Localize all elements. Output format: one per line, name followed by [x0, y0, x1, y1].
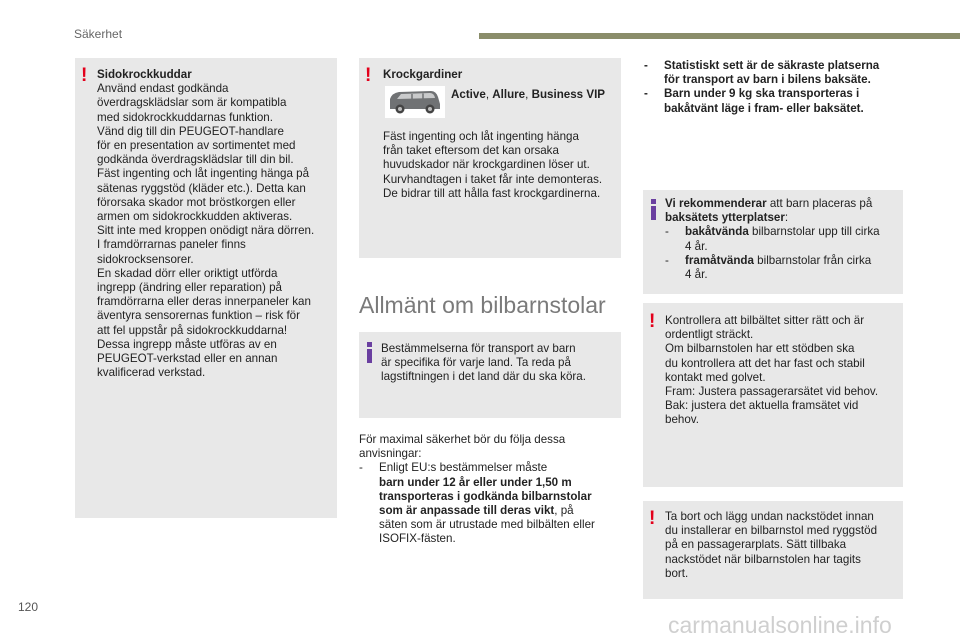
- header-accent-bar: [479, 33, 960, 39]
- recommendation-list-item: - bakåtvända bilbarnstolar upp till cirka 4 år.: [665, 225, 880, 253]
- rule-list-item: - Barn under 9 kg ska transporteras i bakåtvänt läge i fram- eller baksätet.: [644, 87, 864, 115]
- info-icon: [651, 206, 656, 220]
- recommendation-list-item: - framåtvända bilbarnstolar från cirka 4 år.: [665, 253, 872, 282]
- header-title: Säkerhet: [74, 27, 123, 41]
- seatbelt-warning-text: Kontrollera att bilbältet sitter rätt och är ordentligt sträckt. Om bilbarnstolen har ett stödben ska du kontrollera att det har fast och stabil kontakt med golvet. Fram: Justera passagerarsätet vid behov. Bak: justera det aktuella framsätet vid behov.: [665, 314, 879, 427]
- info-icon: [367, 349, 372, 363]
- recommendation-info-box: [643, 190, 903, 294]
- safety-instructions: För maximal säkerhet bör du följa dessa anvisningar: - Enligt EU:s bestämmelser måste barn under 12 år eller under 1,50 m transporteras i godkända bilbarnstolar som är anpassade till deras vikt, på säten som är utrustade med bilbälten eller ISOFIX-fästen.: [359, 433, 621, 547]
- warning-exclamation-icon: !: [365, 65, 372, 86]
- warning-exclamation-icon: !: [649, 311, 656, 332]
- headrest-warning-box: [643, 501, 903, 599]
- rule-list-item: - Statistiskt sett är de säkraste platserna för transport av barn i bilens baksäte.: [644, 59, 880, 87]
- warning-exclamation-icon: !: [81, 65, 88, 86]
- seatbelt-warning-box: [643, 303, 903, 487]
- van-icon: [385, 86, 445, 118]
- curtain-versions: Active, Allure, Business VIP: [451, 88, 606, 101]
- watermark: carmanualsonline.info: [668, 612, 892, 638]
- legislation-info-box: [359, 332, 621, 418]
- side-airbag-warning-box: [75, 58, 337, 518]
- headrest-warning-text: Ta bort och lägg undan nackstödet innan du installerar en bilbarnstol med ryggstöd på en passagerarplats. Sätt tillbaka nackstödet när bilbarnstolen har tagits bort.: [665, 510, 878, 580]
- legislation-text: Bestämmelserna för transport av barn är specifika för varje land. Ta reda på lagstiftningen i det land där du ska köra.: [381, 342, 586, 384]
- side-airbag-text: Använd endast godkända överdragsklädslar som är kompatibla med sidokrockkuddarnas funktion. Vänd dig till din PEUGEOT-handlare för en presentation av sortimentet med godkända överdragsklädslar till din bil. Fäst ingenting och låt ingenting hänga på sätenas ryggstöd (kläder etc.). Detta kan förorsaka skador mot bröstkorgen eller armen om sidokrockkudden aktiveras. Sitt inte med kroppen onödigt nära dörren. I framdörrarnas paneler finns sidokrocksensorer. En skadad dörr eller oriktigt utförda ingrepp (ändring eller reparation) på framdörrarna eller deras innerpaneler kan äventyra sensorernas funktion – risk för att fel uppstår på sidokrockkuddarna! Dessa ingrepp måste utföras av en PEUGEOT-verkstad eller en annan kvalificerad verkstad.: [97, 82, 315, 380]
- section-title: Allmänt om bilbarnstolar: [359, 292, 606, 318]
- side-airbag-heading: Sidokrockkuddar: [97, 68, 192, 81]
- curtain-text: Fäst ingenting och låt ingenting hänga från taket eftersom det kan orsaka huvudskador när krockgardinen löser ut. Kurvhandtagen i taket får inte demonteras. De bidrar till att hålla fast krockgardinerna.: [383, 130, 603, 200]
- curtain-heading: Krockgardiner: [383, 68, 463, 81]
- warning-exclamation-icon: !: [649, 508, 656, 529]
- child-transport-rules: [644, 59, 944, 116]
- page-number: 120: [18, 600, 39, 614]
- curtain-airbag-warning-box: [359, 58, 621, 258]
- recommendation-text: Vi rekommenderar att barn placeras på baksätets ytterplatser: - bakåtvända bilbarnstolar upp till cirka 4 år. - framåtvända bilbarnstolar från cirka 4 år.: [665, 197, 901, 282]
- eu-rule-list-item: - Enligt EU:s bestämmelser måste barn under 12 år eller under 1,50 m transporteras i godkända bilbarnstolar som är anpassade till deras vikt, på säten som är utrustade med bilbälten eller ISOFIX-fästen.: [359, 461, 595, 546]
